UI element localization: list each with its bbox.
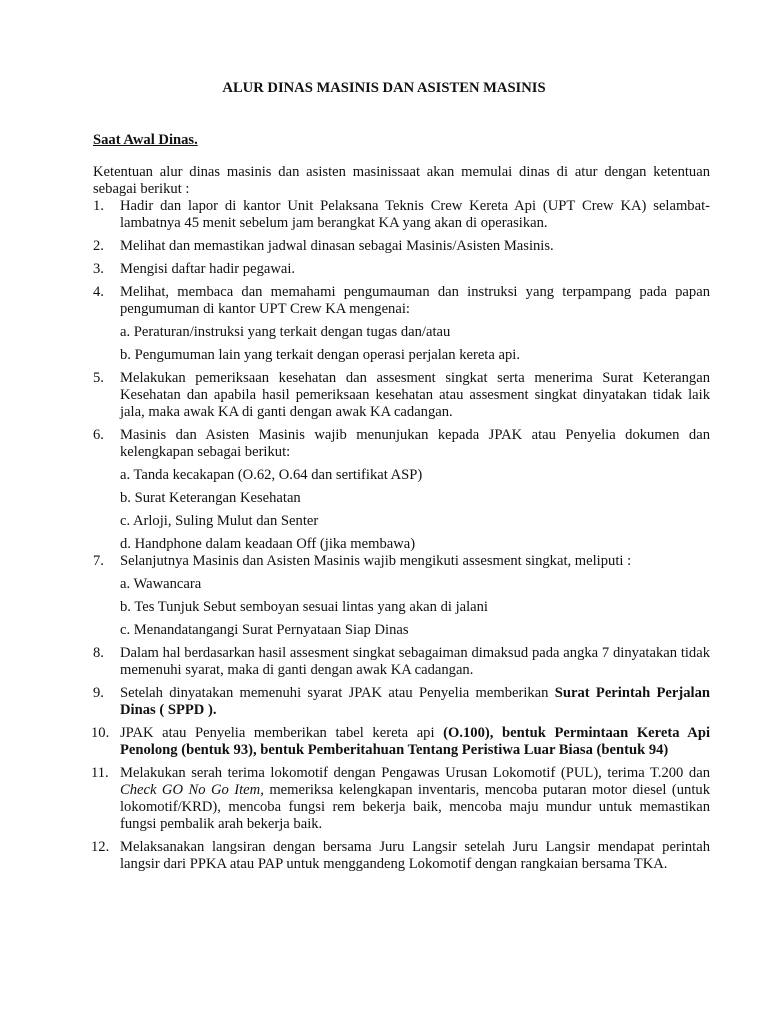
item-italic-text: Check GO No Go Item, xyxy=(120,782,264,798)
item-bold-text: , xyxy=(489,725,503,741)
procedure-list xyxy=(93,198,710,879)
item-number: 9. xyxy=(93,685,104,701)
item-text: Melakukan serah terima lokomotif dengan Pengawas Urusan Lokomotif (PUL), terima T.200 dan xyxy=(120,765,710,781)
sub-item: b. Tes Tunjuk Sebut semboyan sesuai lintas yang akan di jalani xyxy=(120,599,488,615)
item-text: Mengisi daftar hadir pegawai. xyxy=(120,261,296,277)
list-item-5 xyxy=(93,370,710,421)
list-item-2 xyxy=(93,238,710,255)
item-text: Selanjutnya Masinis dan Asisten Masinis wajib mengikuti assesment singkat, meliputi : xyxy=(120,553,632,569)
sub-item: a. Tanda kecakapan (O.62, O.64 dan sertifikat ASP) xyxy=(120,467,423,483)
item-bold-text: bentuk Permintaan Kereta Api Penolong (bentuk 93) xyxy=(120,725,711,758)
section-heading: Saat Awal Dinas. xyxy=(93,132,198,148)
item-number: 10. xyxy=(91,725,110,741)
item-text: JPAK atau Penyelia memberikan tabel kereta api xyxy=(120,725,444,741)
list-item-6 xyxy=(93,427,710,553)
sub-item: d. Handphone dalam keadaan Off (jika membawa) xyxy=(120,536,416,552)
sub-list xyxy=(120,576,710,639)
item-number: 3. xyxy=(93,261,104,277)
item-bold-text: (O.100) xyxy=(443,725,490,741)
item-number: 8. xyxy=(93,645,104,661)
item-text: Masinis dan Asisten Masinis wajib menunjukan kepada JPAK atau Penyelia dokumen dan kelengkapan sebagai berikut: xyxy=(120,427,710,460)
list-item-4 xyxy=(93,284,710,364)
intro-paragraph: Ketentuan alur dinas masinis dan asisten masinissaat akan memulai dinas di atur dengan ketentuan sebagai berikut : xyxy=(93,164,710,197)
item-number: 11. xyxy=(91,765,109,781)
item-number: 1. xyxy=(93,198,104,214)
item-number: 12. xyxy=(91,839,110,855)
list-item-10 xyxy=(93,725,710,759)
item-number: 7. xyxy=(93,553,104,569)
item-text: Setelah dinyatakan memenuhi syarat JPAK atau Penyelia memberikan xyxy=(120,685,555,701)
item-text: Melakukan pemeriksaan kesehatan dan assesment singkat serta menerima Surat Keterangan Kesehatan dan apabila hasil pemeriksaan kesehatan atau assesment singkat dinyatakan tidak laik jala, maka awak KA di ganti dengan awak KA cadangan. xyxy=(120,370,710,420)
sub-item: b. Pengumuman lain yang terkait dengan operasi perjalan kereta api. xyxy=(120,347,520,363)
sub-list xyxy=(120,467,710,553)
item-number: 6. xyxy=(93,427,104,443)
list-item-7 xyxy=(93,553,710,639)
sub-item: c. Menandatangangi Surat Pernyataan Siap Dinas xyxy=(120,622,409,638)
item-text: Melihat, membaca dan memahami pengumauman dan instruksi yang terpampang pada papan pengumuman di kantor UPT Crew KA mengenai: xyxy=(120,284,710,317)
item-bold-text: bentuk Pemberitahuan Tentang Peristiwa Luar Biasa (bentuk 94) xyxy=(260,742,669,758)
item-text: Dalam hal berdasarkan hasil assesment singkat sebagaiman dimaksud pada angka 7 dinyatakan tidak memenuhi syarat, maka di ganti dengan awak KA cadangan. xyxy=(120,645,710,678)
item-bold-text: , xyxy=(252,742,261,758)
item-text: Melaksanakan langsiran dengan bersama Juru Langsir setelah Juru Langsir mendapat perintah langsir dari PPKA atau PAP untuk menggandeng Lokomotif dengan rangkaian bersama TKA. xyxy=(120,839,710,872)
list-item-11 xyxy=(93,765,710,833)
item-number: 2. xyxy=(93,238,104,254)
item-number: 5. xyxy=(93,370,104,386)
item-text: Melihat dan memastikan jadwal dinasan sebagai Masinis/Asisten Masinis. xyxy=(120,238,554,254)
document-title: ALUR DINAS MASINIS DAN ASISTEN MASINIS xyxy=(222,80,546,96)
list-item-3 xyxy=(93,261,710,278)
list-item-1 xyxy=(93,198,710,232)
item-text: Hadir dan lapor di kantor Unit Pelaksana Teknis Crew Kereta Api (UPT Crew KA) selambat-lambatnya 45 menit sebelum jam berangkat KA yang akan di operasikan. xyxy=(120,198,710,231)
sub-item: a. Peraturan/instruksi yang terkait dengan tugas dan/atau xyxy=(120,324,451,340)
list-item-9 xyxy=(93,685,710,719)
item-number: 4. xyxy=(93,284,104,300)
sub-item: b. Surat Keterangan Kesehatan xyxy=(120,490,301,506)
sub-item: c. Arloji, Suling Mulut dan Senter xyxy=(120,513,319,529)
sub-list xyxy=(120,324,710,364)
list-item-12 xyxy=(93,839,710,873)
item-text: memeriksa kelengkapan inventaris, mencoba putaran motor diesel (untuk lokomotif/KRD), mencoba fungsi rem bekerja baik, mencoba maju mundur untuk memastikan fungsi pembalik arah bekerja baik. xyxy=(120,782,710,832)
item-bold-text: Surat Perintah Perjalan Dinas ( SPPD ). xyxy=(120,685,710,718)
list-item-8 xyxy=(93,645,710,679)
sub-item: a. Wawancara xyxy=(120,576,202,592)
